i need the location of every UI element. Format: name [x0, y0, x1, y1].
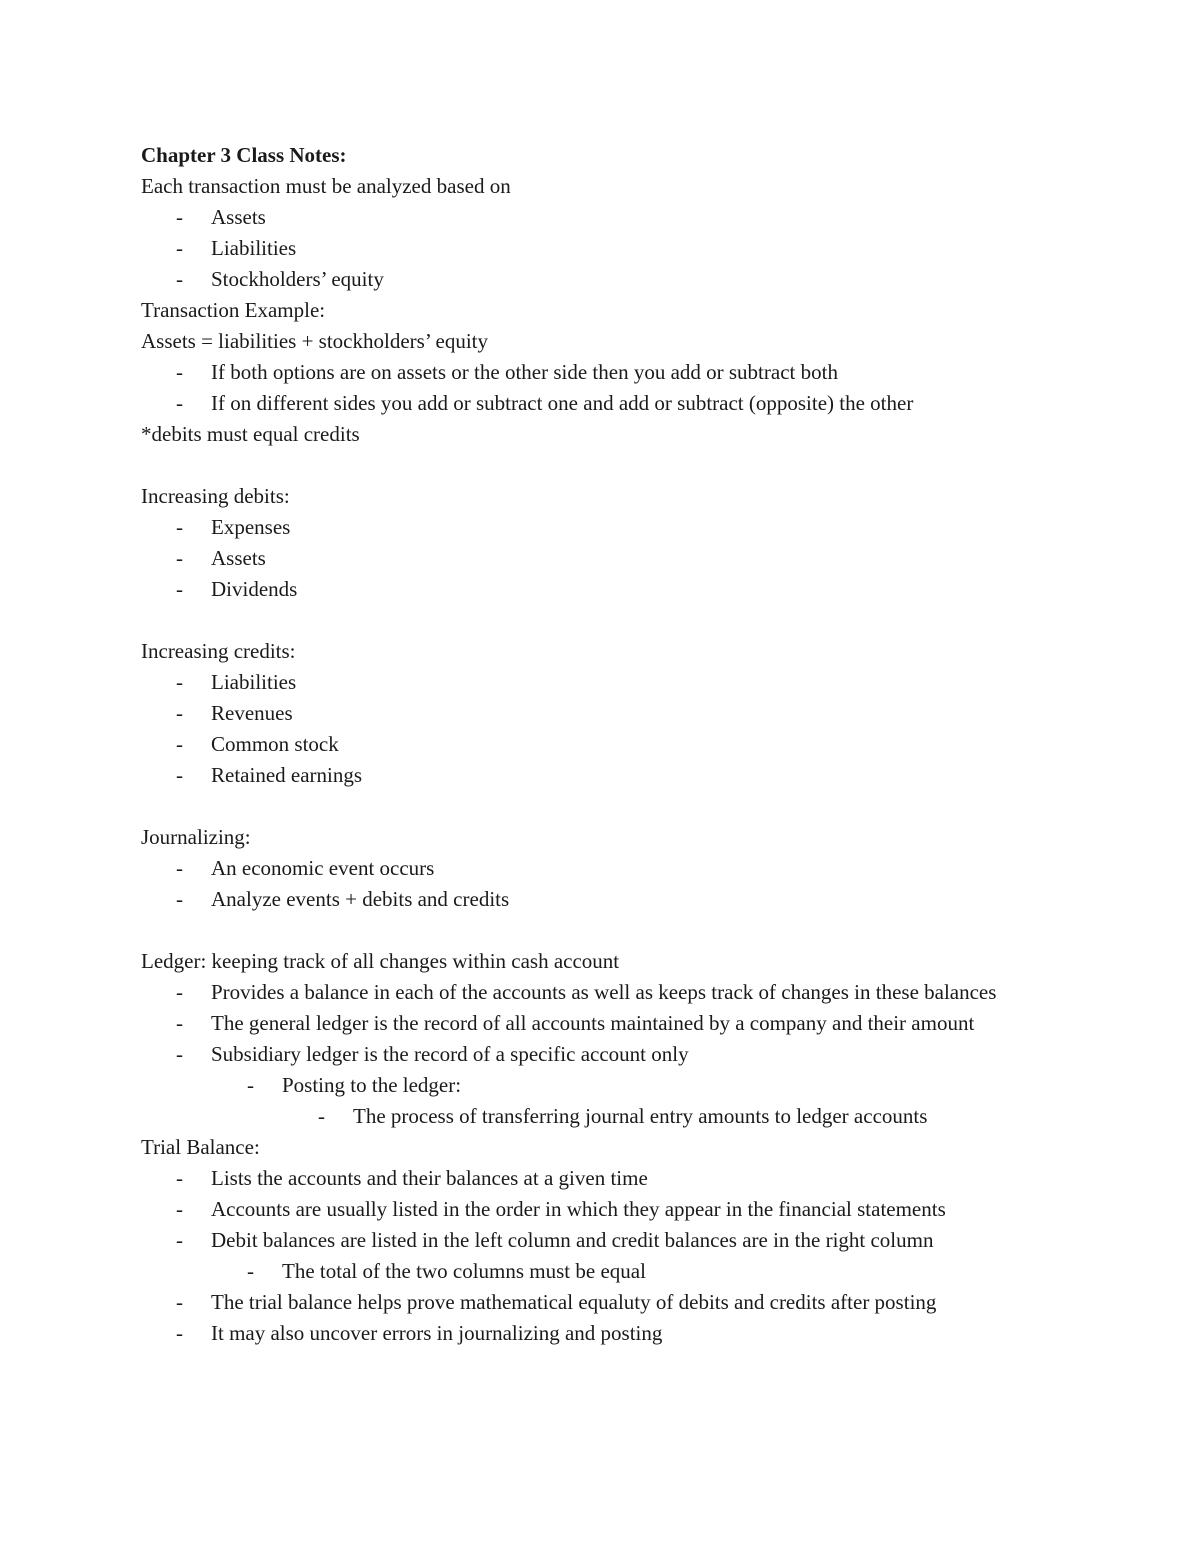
intro-text: Each transaction must be analyzed based on	[141, 174, 511, 198]
list-item: - The general ledger is the record of all accounts maintained by a company and their amount	[176, 1011, 975, 1035]
spacer	[141, 915, 1081, 946]
list-item: - Liabilities	[176, 670, 297, 694]
list-item: - Retained earnings	[176, 763, 363, 787]
increasing-credits-list	[141, 667, 1081, 791]
list-item: - The trial balance helps prove mathematical equaluty of debits and credits after posting	[176, 1290, 937, 1314]
list-item: - Analyze events + debits and credits	[176, 887, 510, 911]
transaction-example-heading: Transaction Example:	[141, 298, 326, 322]
ledger-list	[141, 977, 1081, 1132]
list-item: - Debit balances are listed in the left column and credit balances are in the right column	[176, 1228, 934, 1252]
journalizing-list	[141, 853, 1081, 915]
list-item: - Expenses	[176, 515, 291, 539]
list-item: - Assets	[176, 205, 266, 229]
list-item: - Lists the accounts and their balances at a given time	[176, 1166, 648, 1190]
list-item: - Subsidiary ledger is the record of a specific account only	[176, 1042, 689, 1066]
increasing-debits-list	[141, 512, 1081, 605]
list-item: - Dividends	[176, 577, 298, 601]
list-item: - Posting to the ledger:	[247, 1073, 462, 1097]
list-item: - The process of transferring journal entry amounts to ledger accounts	[318, 1104, 928, 1128]
spacer	[141, 450, 1081, 481]
trial-balance-list	[141, 1163, 1081, 1349]
list-item: - Assets	[176, 546, 266, 570]
spacer	[141, 605, 1081, 636]
list-item: - An economic event occurs	[176, 856, 435, 880]
notes-body	[141, 140, 1081, 1349]
transaction-example-list	[141, 357, 1081, 419]
list-item: - Accounts are usually listed in the order in which they appear in the financial statements	[176, 1197, 946, 1221]
page-title: Chapter 3 Class Notes:	[141, 143, 347, 167]
increasing-credits-heading: Increasing credits:	[141, 639, 296, 663]
trial-balance-heading: Trial Balance:	[141, 1135, 260, 1159]
spacer	[141, 791, 1081, 822]
increasing-debits-heading: Increasing debits:	[141, 484, 290, 508]
journalizing-heading: Journalizing:	[141, 825, 251, 849]
analysis-list	[141, 202, 1081, 295]
list-item: - Revenues	[176, 701, 293, 725]
list-item: - The total of the two columns must be equal	[247, 1259, 646, 1283]
list-item: - Common stock	[176, 732, 339, 756]
ledger-heading: Ledger: keeping track of all changes within cash account	[141, 949, 620, 973]
list-item: - Liabilities	[176, 236, 297, 260]
accounting-equation: Assets = liabilities + stockholders’ equity	[141, 329, 489, 353]
debits-credits-note: *debits must equal credits	[141, 422, 360, 446]
list-item: - Provides a balance in each of the accounts as well as keeps track of changes in these balances	[176, 980, 997, 1004]
list-item: - If on different sides you add or subtract one and add or subtract (opposite) the other	[176, 391, 914, 415]
list-item: - Stockholders’ equity	[176, 267, 384, 291]
list-item: - It may also uncover errors in journalizing and posting	[176, 1321, 663, 1345]
list-item: - If both options are on assets or the other side then you add or subtract both	[176, 360, 838, 384]
